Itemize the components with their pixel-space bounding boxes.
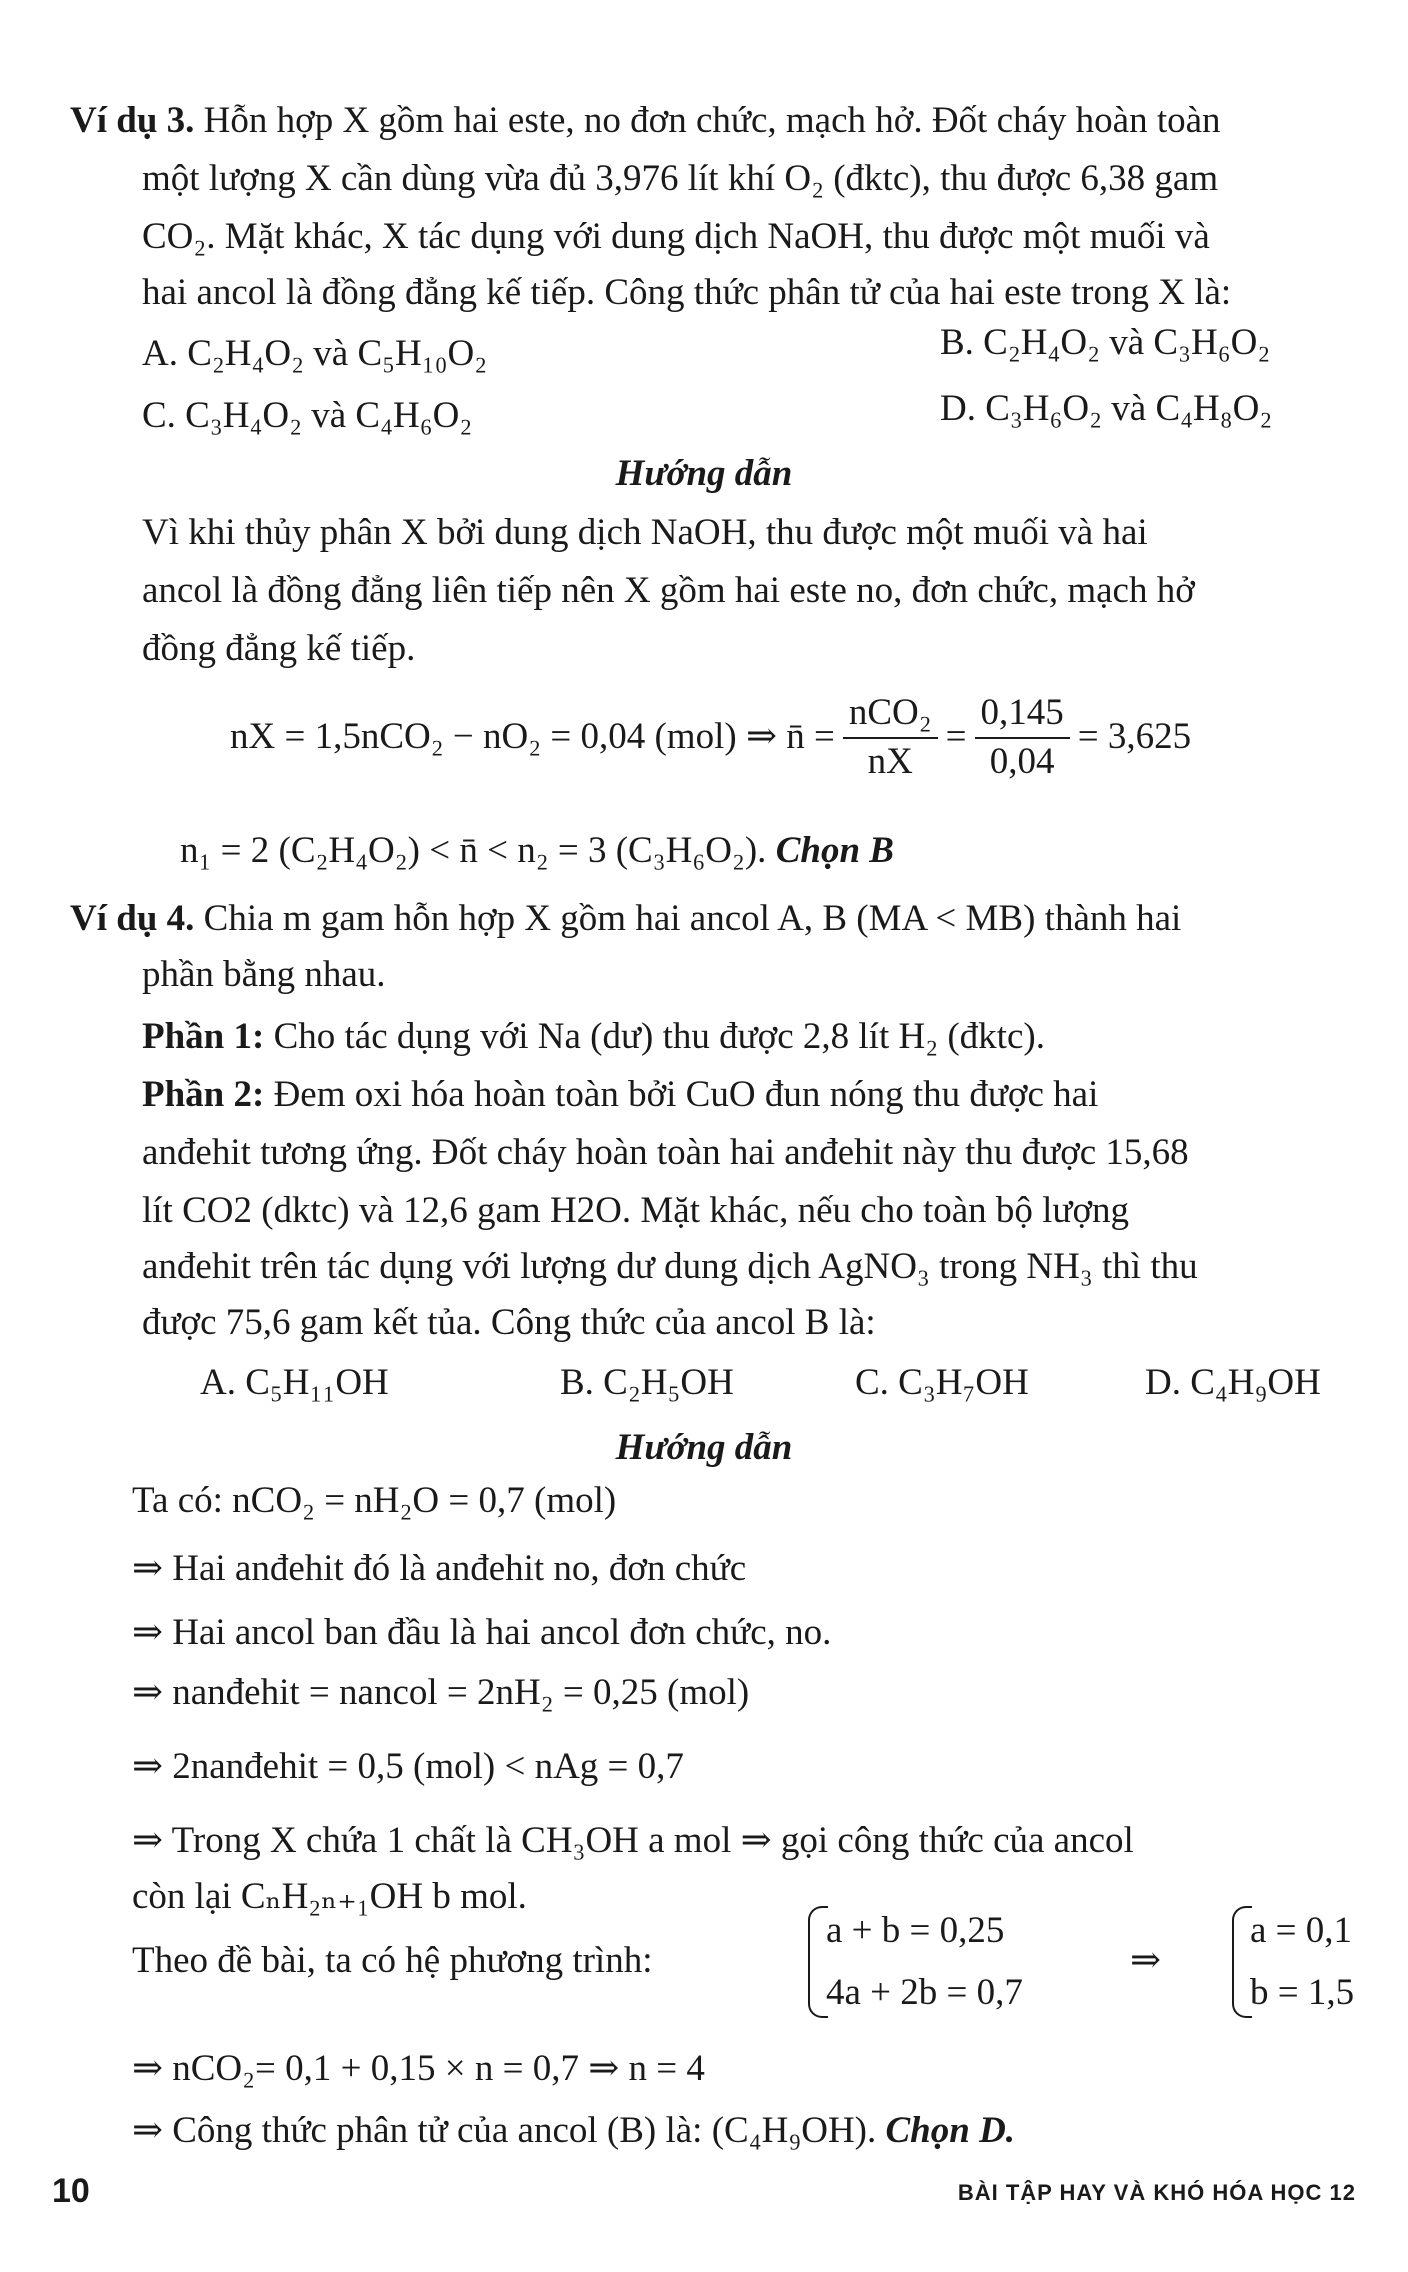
ex4-part2-line5: được 75,6 gam kết tủa. Công thức của ancol B là: <box>142 1302 876 1343</box>
system2-brace <box>1232 1906 1252 2018</box>
ex3-eq1-frac2-num: 0,145 <box>975 692 1070 739</box>
ex3-equation2 <box>180 830 894 873</box>
ex4-part2-line1 <box>142 1074 1098 1117</box>
ex4-part2-line2: anđehit tương ứng. Đốt cháy hoàn toàn hai anđehit này thu được 15,68 <box>142 1132 1189 1173</box>
ex3-solution-line3: đồng đẳng kế tiếp. <box>142 628 416 669</box>
ex4-step10-choice: Chọn D. <box>885 2110 1016 2151</box>
ex4-line2: phần bằng nhau. <box>142 954 386 995</box>
ex3-eq1-left: nX = 1,5nCO₂ − nO₂ = 0,04 (mol) ⇒ n̄ = <box>230 716 835 758</box>
ex4-step4: ⇒ nanđehit = nancol = 2nH₂ = 0,25 (mol) <box>132 1672 750 1713</box>
system1-brace <box>808 1906 828 2018</box>
ex3-eq1-result: = 3,625 <box>1077 716 1192 758</box>
system1-eq1: a + b = 0,25 <box>826 1910 1005 1951</box>
system1-eq2: 4a + 2b = 0,7 <box>826 1972 1023 2013</box>
book-title-footer: BÀI TẬP HAY VÀ KHÓ HÓA HỌC 12 <box>957 2180 1356 2205</box>
ex3-eq1-equals: = <box>945 716 967 758</box>
ex3-eq1-fraction1 <box>843 692 938 783</box>
ex4-step6: ⇒ Trong X chứa 1 chất là CH₃OH a mol ⇒ gọi công thức của ancol <box>132 1820 1134 1861</box>
ex4-part2-line3: lít CO2 (dktc) và 12,6 gam H2O. Mặt khác, nếu cho toàn bộ lượng <box>142 1190 1130 1231</box>
ex3-eq1-frac2-den: 0,04 <box>989 740 1055 782</box>
ex4-step3: ⇒ Hai ancol ban đầu là hai ancol đơn chức, no. <box>132 1612 832 1653</box>
ex3-solution-line2: ancol là đồng đẳng liên tiếp nên X gồm hai este no, đơn chức, mạch hở <box>142 570 1195 611</box>
ex4-guide-title: Hướng dẫn <box>615 1427 793 1468</box>
ex4-step10-text: ⇒ Công thức phân tử của ancol (B) là: (C₄H₉OH). <box>132 2110 877 2151</box>
ex4-part2-label: Phần 2: <box>142 1074 265 1115</box>
system2-eq2: b = 1,5 <box>1250 1972 1355 2013</box>
ex3-option-c: C. C₃H₄O₂ và C₄H₆O₂ <box>142 395 473 436</box>
ex3-solution-line1: Vì khi thủy phân X bởi dung dịch NaOH, thu được một muối và hai <box>142 512 1148 553</box>
ex3-option-a: A. C₂H₄O₂ và C₅H₁₀O₂ <box>142 333 488 374</box>
ex4-option-a: A. C₅H₁₁OH <box>200 1362 389 1403</box>
ex4-step10 <box>132 2110 1015 2153</box>
ex4-line1 <box>70 898 1181 941</box>
ex3-option-d: D. C₃H₆O₂ và C₄H₈O₂ <box>940 388 1273 429</box>
ex3-eq2-text: n₁ = 2 (C₂H₄O₂) < n̄ < n₂ = 3 (C₃H₆O₂). <box>180 830 767 871</box>
ex3-eq1-frac1-num: nCO₂ <box>843 692 938 739</box>
ex4-option-d: D. C₄H₉OH <box>1145 1362 1321 1403</box>
ex3-eq2-choice: Chọn B <box>775 830 894 871</box>
ex3-guide-title: Hướng dẫn <box>615 453 793 494</box>
ex4-option-b: B. C₂H₅OH <box>560 1362 734 1403</box>
ex4-step2: ⇒ Hai anđehit đó là anđehit no, đơn chức <box>132 1548 747 1589</box>
page-number: 10 <box>52 2172 90 2210</box>
ex4-part2-line4: anđehit trên tác dụng với lượng dư dung dịch AgNO₃ trong NH₃ thì thu <box>142 1246 1198 1287</box>
ex3-option-b: B. C₂H₄O₂ và C₃H₆O₂ <box>940 322 1271 363</box>
ex4-label: Ví dụ 4. <box>70 898 195 939</box>
ex3-equation1 <box>230 692 1191 783</box>
ex4-part2-text1: Đem oxi hóa hoàn toàn bởi CuO đun nóng thu được hai <box>273 1074 1099 1115</box>
ex4-step5: ⇒ 2nanđehit = 0,5 (mol) < nAg = 0,7 <box>132 1746 684 1787</box>
ex4-part1-text: Cho tác dụng với Na (dư) thu được 2,8 lít H₂ (đktc). <box>273 1016 1045 1057</box>
ex3-eq1-fraction2 <box>975 692 1070 783</box>
system-arrow: ⇒ <box>1130 1940 1162 1981</box>
ex3-label: Ví dụ 3. <box>70 100 195 141</box>
ex4-text1: Chia m gam hỗn hợp X gồm hai ancol A, B (MA < MB) thành hai <box>203 898 1182 939</box>
ex3-line2: một lượng X cần dùng vừa đủ 3,976 lít khí O₂ (đktc), thu được 6,38 gam <box>142 158 1219 199</box>
ex4-part1-label: Phần 1: <box>142 1016 265 1057</box>
ex3-line3: CO₂. Mặt khác, X tác dụng với dung dịch NaOH, thu được một muối và <box>142 216 1210 257</box>
ex3-eq1-frac1-den: nX <box>867 740 913 782</box>
ex4-step7: còn lại CₙH₂ₙ₊₁OH b mol. <box>132 1876 527 1917</box>
ex4-step1: Ta có: nCO₂ = nH₂O = 0,7 (mol) <box>132 1480 617 1521</box>
ex4-step8: Theo đề bài, ta có hệ phương trình: <box>132 1940 653 1981</box>
ex3-text1: Hỗn hợp X gồm hai este, no đơn chức, mạch hở. Đốt cháy hoàn toàn <box>203 100 1221 141</box>
ex3-line4: hai ancol là đồng đẳng kế tiếp. Công thức phân tử của hai este trong X là: <box>142 272 1232 313</box>
ex4-option-c: C. C₃H₇OH <box>855 1362 1029 1403</box>
ex3-line1 <box>70 100 1221 143</box>
ex4-step9: ⇒ nCO₂= 0,1 + 0,15 × n = 0,7 ⇒ n = 4 <box>132 2048 705 2089</box>
system2-eq1: a = 0,1 <box>1250 1910 1353 1951</box>
ex4-part1 <box>142 1016 1045 1059</box>
